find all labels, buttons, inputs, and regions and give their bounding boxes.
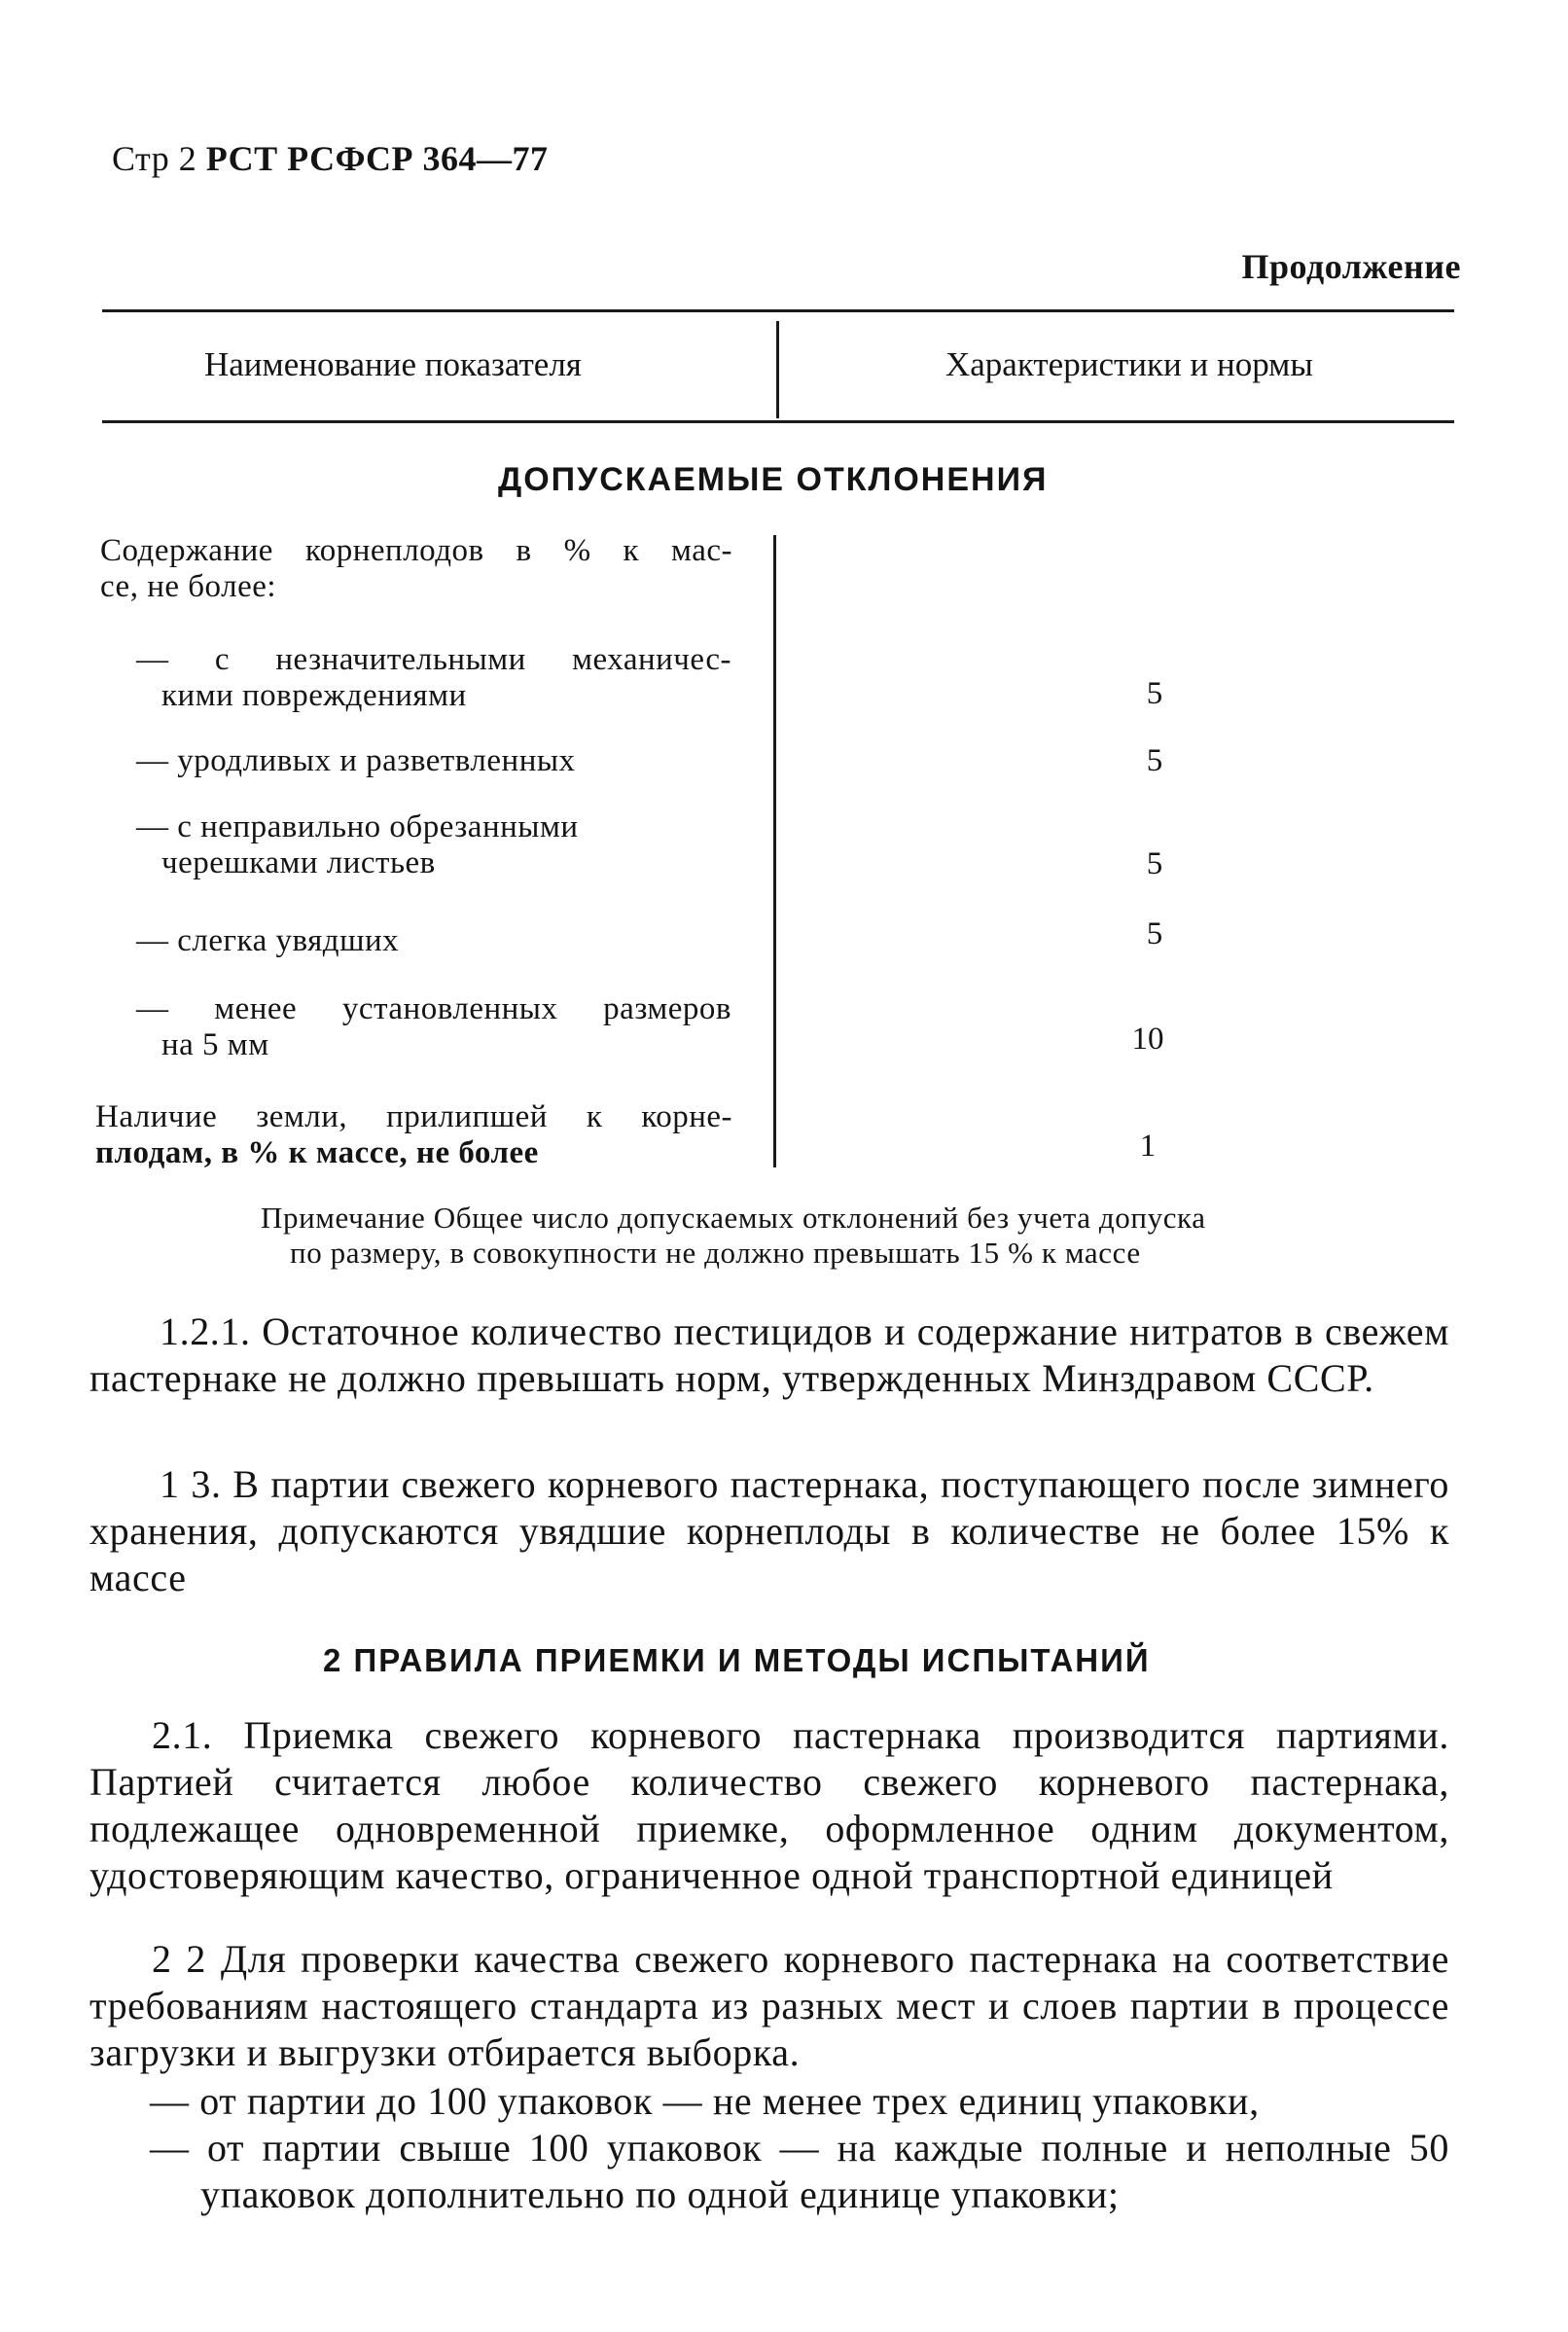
soil-value: 1 xyxy=(1139,1129,1157,1164)
intro-line-2: се, не более: xyxy=(100,569,277,604)
list-item-2-text: — от партии свыше 100 упаковок — на каждые полные и неполные 50 упаковок дополнительно по одной единице упаковки; xyxy=(150,2126,1449,2216)
table-body-divider xyxy=(773,535,776,1167)
table-head-divider xyxy=(776,321,779,418)
row-1-line-1: — с незначительными механичес- xyxy=(136,642,731,677)
paragraph-1-3 xyxy=(89,1461,1449,1601)
row-4-value: 5 xyxy=(1146,916,1163,951)
list-item-1: — от партии до 100 упаковок — не менее трех единиц упаковки, xyxy=(150,2079,1260,2123)
column-header-norms: Характеристики и нормы xyxy=(945,345,1313,383)
continuation-label: Продолжение xyxy=(1241,247,1461,286)
row-3-value: 5 xyxy=(1146,846,1163,881)
list-item-2 xyxy=(150,2125,1449,2218)
row-5-line-2: на 5 мм xyxy=(161,1027,269,1062)
paragraph-2-1 xyxy=(89,1712,1449,1899)
row-1-value: 5 xyxy=(1146,676,1163,711)
table-note-line-2: по размеру, в совокупности не должно превышать 15 % к массе xyxy=(290,1236,1141,1270)
table-note-line-1: Примечание Общее число допускаемых отклонений без учета допуска xyxy=(261,1201,1206,1235)
row-1-line-2: кими повреждениями xyxy=(161,678,467,713)
column-header-name: Наименование показателя xyxy=(204,345,582,383)
paragraph-1-2-1-text: 1.2.1. Остаточное количество пестицидов и содержание нитратов в свежем пастернаке не должно превышать норм, утвержденных Минздравом СССР. xyxy=(89,1310,1449,1400)
paragraph-2-2-text: 2 2 Для проверки качества свежего корневого пастернака на соответствие требованиям настоящего стандарта из разных мест и слоев партии в процессе загрузки и выгрузки отбирается выборка. xyxy=(89,1937,1449,2074)
row-2-line-1: — уродливых и разветвленных xyxy=(136,743,576,778)
page-number: Стр 2 xyxy=(112,139,197,178)
paragraph-1-2-1 xyxy=(89,1309,1449,1402)
row-2-value: 5 xyxy=(1146,743,1163,778)
table-head-bottom-rule xyxy=(102,420,1454,423)
section-2-title: 2 ПРАВИЛА ПРИЕМКИ И МЕТОДЫ ИСПЫТАНИЙ xyxy=(323,1642,1151,1678)
table-section-title: ДОПУСКАЕМЫЕ ОТКЛОНЕНИЯ xyxy=(498,461,1049,498)
soil-line-1: Наличие земли, прилипшей к корне- xyxy=(95,1099,732,1134)
intro-line-1: Содержание корнеплодов в % к мас- xyxy=(100,533,732,568)
row-3-line-2: черешками листьев xyxy=(161,845,436,880)
row-5-line-1: — менее установленных размеров xyxy=(136,991,731,1026)
table-top-rule xyxy=(102,309,1454,312)
paragraph-2-1-text: 2.1. Приемка свежего корневого пастернака производится партиями. Партией считается любое количество свежего корневого пастернака, подлежащее одновременной приемке, оформленное одним документом, удостоверяющим качество, ограниченное одной транспортной единицей xyxy=(89,1713,1449,1897)
paragraph-1-3-text: 1 3. В партии свежего корневого пастернака, поступающего после зимнего хранения, допускаются увядшие корнеплоды в количестве не более 15% к массе xyxy=(89,1462,1449,1599)
row-3-line-1: — с неправильно обрезанными xyxy=(136,809,579,844)
paragraph-2-2 xyxy=(89,1936,1449,2076)
row-5-value: 10 xyxy=(1131,1022,1164,1057)
soil-line-2: плодам, в % к массе, не более xyxy=(95,1135,539,1170)
page-header xyxy=(112,138,549,179)
standard-code: РСТ РСФСР 364—77 xyxy=(205,139,549,178)
row-4-line-1: — слегка увядших xyxy=(136,923,400,958)
